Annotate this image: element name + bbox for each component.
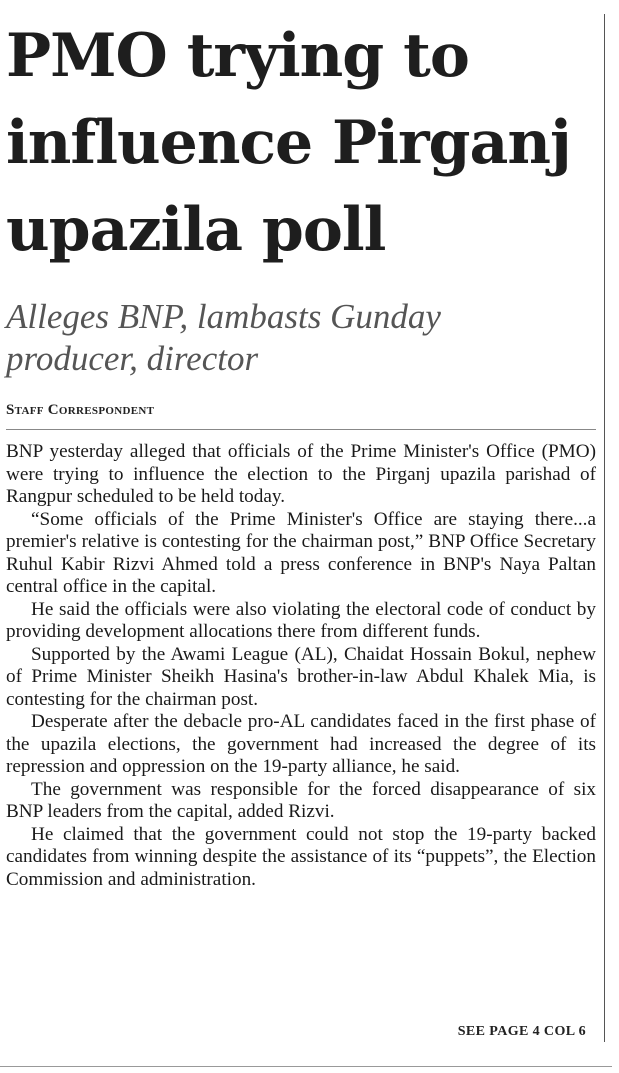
paragraph: Desperate after the debacle pro-AL candidates faced in the first phase of the upazila elections, the government had increased the degree of its repression and oppression on the 19-party alliance, he said. <box>6 711 596 777</box>
article-body <box>6 441 596 891</box>
column-divider <box>604 14 605 1042</box>
subheadline <box>6 296 602 380</box>
headline-line: PMO trying to <box>6 21 469 91</box>
paragraph: The government was responsible for the forced disappearance of six BNP leaders from the capital, added Rizvi. <box>6 778 596 822</box>
paragraph: “Some officials of the Prime Minister's Office are staying there...a premier's relative is contesting for the chairman post,” BNP Office Secretary Ruhul Kabir Rizvi Ahmed told a press conference in BNP's Naya Paltan central office in the capital. <box>6 508 596 597</box>
subheadline-line: producer, director <box>6 339 259 378</box>
headline-line: upazila poll <box>6 195 386 265</box>
bottom-rule <box>0 1066 612 1067</box>
subheadline-line: Alleges BNP, lambasts Gunday <box>6 297 441 336</box>
continuation-jump-line: SEE PAGE 4 COL 6 <box>457 1024 586 1039</box>
paragraph: He said the officials were also violating the electoral code of conduct by providing development allocations there from different funds. <box>6 598 596 642</box>
byline: Staff Correspondent <box>6 402 155 418</box>
byline-divider <box>6 429 596 430</box>
paragraph: Supported by the Awami League (AL), Chaidat Hossain Bokul, nephew of Prime Minister Sheikh Hasina's brother-in-law Abdul Khalek Mia, is contesting for the chairman post. <box>6 643 596 710</box>
headline <box>6 13 602 274</box>
paragraph: BNP yesterday alleged that officials of the Prime Minister's Office (PMO) were trying to influence the election to the Pirganj upazila parishad of Rangpur scheduled to be held today. <box>6 441 596 507</box>
paragraph: He claimed that the government could not stop the 19-party backed candidates from winning despite the assistance of its “puppets”, the Election Commission and administration. <box>6 823 596 890</box>
headline-line: influence Pirganj <box>6 108 571 178</box>
